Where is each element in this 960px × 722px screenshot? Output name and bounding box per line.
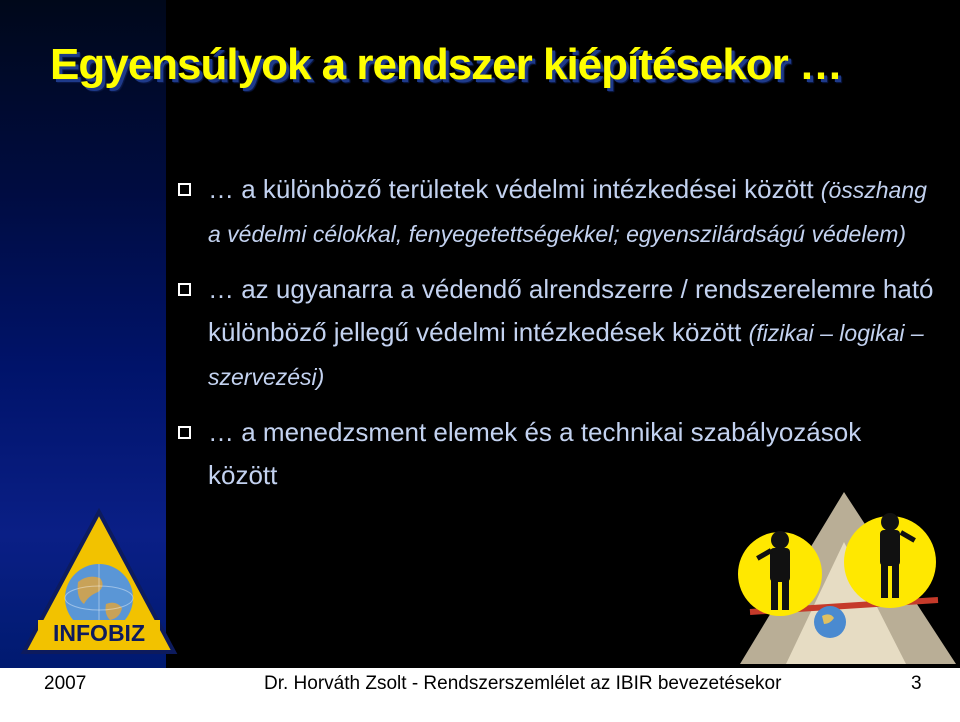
bullet-3-text: … a menedzsment elemek és a technikai szabályozások között [208, 417, 862, 490]
square-bullet-icon [178, 283, 191, 296]
balance-illustration [726, 482, 960, 668]
bullet-1-text: … a különböző területek védelmi intézkedései között [208, 174, 814, 204]
square-bullet-icon [178, 183, 191, 196]
footer-year: 2007 [44, 673, 87, 694]
infobiz-logo [20, 508, 178, 656]
bullet-1-note: (összhang a védelmi célokkal, fenyegetettségekkel; egyenszilárdságú védelem) [208, 177, 927, 247]
slide-title: Egyensúlyok a rendszer kiépítésekor … [50, 40, 843, 89]
bullet-2-note: (fizikai – logikai – szervezési) [208, 320, 924, 390]
footer-author-title: Dr. Horváth Zsolt - Rendszerszemlélet az IBIR bevezetésekor [264, 673, 782, 694]
footer [0, 668, 960, 722]
logo-text: INFOBIZ [53, 620, 145, 646]
square-bullet-icon [178, 426, 191, 439]
bullet-list [174, 168, 934, 509]
bullet-2-text: … az ugyanarra a védendő alrendszerre / rendszerelemre ható különböző jellegű védelmi intézkedések között [208, 274, 934, 347]
bullet-item-1 [174, 168, 934, 256]
footer-page-number: 3 [911, 673, 922, 694]
bullet-item-2 [174, 268, 934, 399]
